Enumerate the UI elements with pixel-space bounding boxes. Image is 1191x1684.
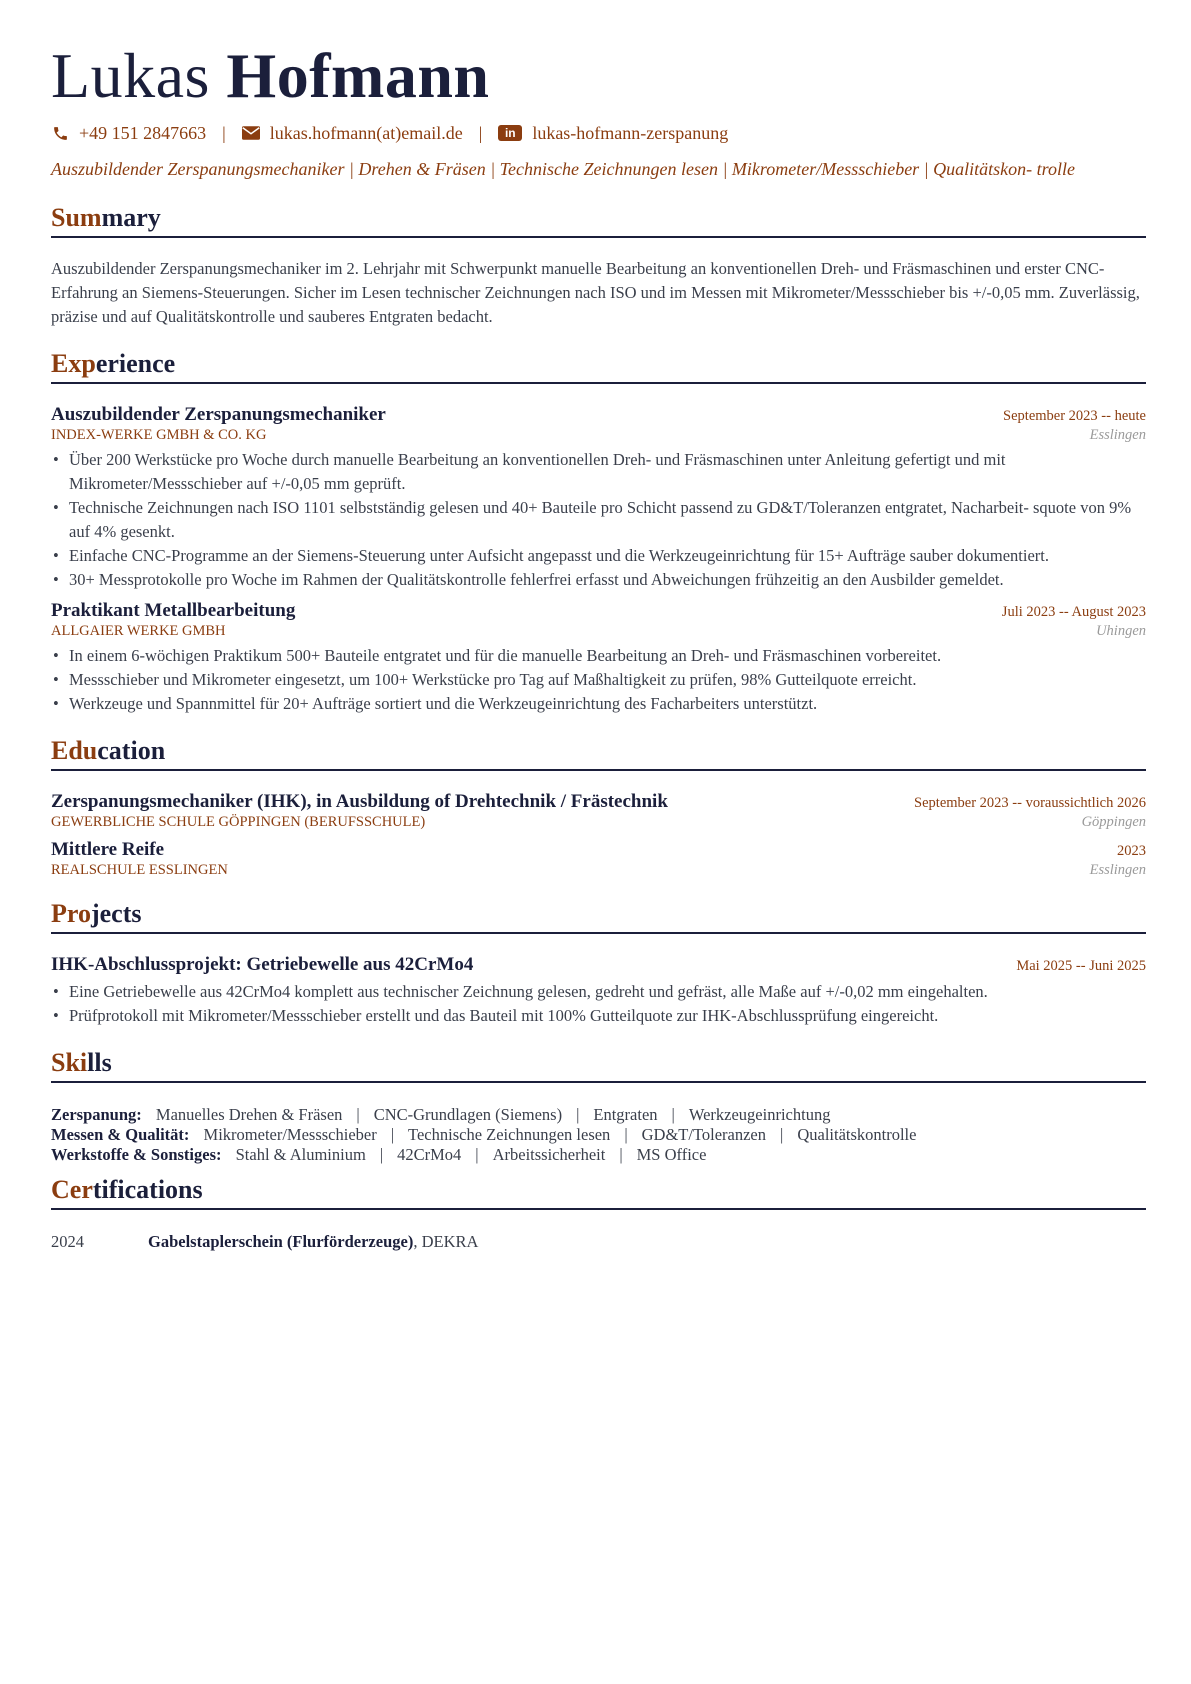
skill-separator: | [356,1105,360,1124]
skill-separator: | [390,1125,395,1144]
skill-item: 42CrMo4 [397,1145,462,1164]
job-date: September 2023 -- heute [1003,408,1146,424]
section-title-summary [51,203,1146,238]
experience-entry [51,600,1146,716]
candidate-name [51,38,1146,114]
skill-category: Messen & Qualität: [51,1125,190,1144]
job-bullets [51,644,1146,716]
skill-category: Zerspanung: [51,1105,142,1124]
skills-section [51,1048,1146,1165]
title-accent: Exp [51,349,96,378]
bullet-item: • Über 200 Werkstücke pro Woche durch manuelle Bearbeitung an konventionellen Dreh- und Fräsmaschinen unter Anleitung gefertigt und mit Mikrometer/Messschieber auf +/-0,05 mm geprüft. [51,448,1146,496]
phone-number: +49 151 2847663 [79,122,207,143]
summary-section [51,203,1146,329]
bullet-item: • 30+ Messprotokolle pro Woche im Rahmen der Qualitätskontrolle fehlerfrei erfasst und Abweichungen frühzeitig an den Ausbilder gemeldet. [51,568,1146,592]
skills-row [51,1105,1146,1125]
job-title: Praktikant Metallbearbeitung [51,600,296,621]
phone-icon [51,124,69,142]
skill-separator: | [780,1125,784,1144]
job-title: Auszubildender Zerspanungsmechaniker [51,404,386,425]
headline: Auszubildender Zerspanungsmechaniker | Drehen & Fräsen | Technische Zeichnungen lesen | Mikrometer/Messschieber | Qualitätskon- trolle [51,159,1075,179]
linkedin-contact[interactable] [498,123,728,144]
skill-item: Werkzeugeinrichtung [688,1105,831,1124]
section-title-projects [51,899,1146,934]
bullet-item: • Prüfprotokoll mit Mikrometer/Messschieber erstellt und das Bauteil mit 100% Gutteilquote zur IHK-Abschlussprüfung eingereicht. [51,1004,1146,1028]
certifications-section [51,1175,1146,1252]
title-rest: jects [90,899,142,928]
skill-item: Mikrometer/Messschieber [203,1125,377,1144]
job-location: Uhingen [1096,623,1146,639]
section-title-experience [51,349,1146,384]
bullet-item: • Messschieber und Mikrometer eingesetzt, um 100+ Werkstücke pro Tag auf Maßhaltigkeit zu prüfen, 98% Gutteilquote erreicht. [51,668,1146,692]
email-contact[interactable] [242,123,463,144]
experience-entry [51,404,1146,592]
skills-row [51,1145,1146,1165]
bullet-item: • Werkzeuge und Spannmittel für 20+ Aufträge sortiert und die Werkzeugeinrichtung des Facharbeiters unterstützt. [51,692,1146,716]
linkedin-icon: in [498,125,522,141]
projects-section [51,899,1146,1028]
project-entry [51,954,1146,1028]
skill-item: GD&T/Toleranzen [641,1125,767,1144]
skill-separator: | [624,1125,628,1144]
title-accent: Cer [51,1175,93,1204]
skill-separator: | [671,1105,675,1124]
section-title-skills [51,1048,1146,1083]
certification-name: Gabelstaplerschein (Flurförderzeuge) [148,1232,414,1251]
job-date: Juli 2023 -- August 2023 [1001,604,1146,620]
education-date: 2023 [1117,843,1146,859]
school-location: Göppingen [1081,814,1146,830]
school-name: GEWERBLICHE SCHULE GÖPPINGEN (BERUFSSCHULE) [51,814,426,830]
phone-contact[interactable] [51,123,206,144]
skill-item: Manuelles Drehen & Fräsen [155,1105,343,1124]
school-name: REALSCHULE ESSLINGEN [51,862,228,878]
education-date: September 2023 -- voraussichtlich 2026 [914,795,1146,811]
contact-separator: | [478,122,483,143]
skill-item: Entgraten [593,1105,658,1124]
degree-title: Zerspanungsmechaniker (IHK), in Ausbildung of Drehtechnik / Frästechnik [51,791,668,812]
linkedin-handle: lukas-hofmann-zerspanung [532,122,729,143]
title-rest: cation [97,736,166,765]
section-title-education [51,736,1146,771]
skill-separator: | [576,1105,580,1124]
bullet-item: • Einfache CNC-Programme an der Siemens-Steuerung unter Aufsicht angepasst und die Werkzeugeinrichtung für 15+ Aufträge sauber dokumentiert. [51,544,1146,568]
bullet-item: • In einem 6-wöchigen Praktikum 500+ Bauteile entgratet und für die manuelle Bearbeitung an Dreh- und Fräsmaschinen vorbereitet. [51,644,1146,668]
first-name: Lukas [51,40,210,111]
contact-separator: | [222,122,226,143]
project-title: IHK-Abschlussprojekt: Getriebewelle aus 42CrMo4 [51,954,474,975]
job-bullets [51,448,1146,592]
section-title-certifications [51,1175,1146,1210]
company-name: INDEX-WERKE GMBH & CO. KG [51,427,267,443]
skills-row [51,1125,1146,1145]
resume-page [51,0,1146,1252]
bullet-item: • Eine Getriebewelle aus 42CrMo4 komplett aus technischer Zeichnung gelesen, gedreht und gefräst, alle Maße auf +/-0,02 mm eingehalten. [51,980,1146,1004]
education-section [51,736,1146,879]
project-date: Mai 2025 -- Juni 2025 [1016,958,1146,974]
skill-item: Arbeitssicherheit [492,1145,606,1164]
skills-list [51,1105,1146,1165]
title-accent: Pro [51,899,91,928]
title-rest: lls [87,1048,112,1077]
title-rest: mary [101,203,161,232]
title-accent: Edu [51,736,98,765]
title-accent: Ski [51,1048,88,1077]
degree-title: Mittlere Reife [51,839,165,860]
envelope-icon [242,124,260,142]
title-rest: erience [95,349,176,378]
certification-entry [51,1232,1146,1252]
skill-item: CNC-Grundlagen (Siemens) [373,1105,563,1124]
skill-item: Stahl & Aluminium [235,1145,366,1164]
experience-section [51,349,1146,716]
skill-separator: | [619,1145,623,1164]
education-entry [51,839,1146,879]
skill-item: MS Office [636,1145,707,1164]
project-bullets [51,980,1146,1028]
last-name: Hofmann [226,40,490,111]
certification-year: 2024 [51,1232,84,1251]
bullet-item: • Technische Zeichnungen nach ISO 1101 selbstständig gelesen und 40+ Bauteile pro Schicht passend zu GD&T/Toleranzen entgratet, Nacharbeit- squote von 9% auf 4% gesenkt. [51,496,1146,544]
company-name: ALLGAIER WERKE GMBH [51,623,226,639]
skill-separator: | [379,1145,384,1164]
skill-item: Technische Zeichnungen lesen [408,1125,611,1144]
title-rest: tifications [92,1175,203,1204]
email-address: lukas.hofmann(at)email.de [269,122,463,143]
skill-category: Werkstoffe & Sonstiges: [51,1145,222,1164]
school-location: Esslingen [1089,862,1146,878]
skill-item: Qualitätskontrolle [797,1125,917,1144]
skill-separator: | [475,1145,479,1164]
contact-bar [51,120,1146,146]
certification-issuer: , DEKRA [413,1232,479,1251]
education-entry [51,791,1146,831]
title-accent: Sum [51,203,102,232]
summary-text: Auszubildender Zerspanungsmechaniker im 2. Lehrjahr mit Schwerpunkt manuelle Bearbeitung an konventionellen Dreh- und Fräsmaschinen und erster CNC-Erfahrung an Siemens-Steuerungen. Sicher im Lesen technischer Zeichnungen nach ISO und im Messen mit Mikrometer/Messschieber bis +/-0,05 mm. Zuverlässig, präzise und auf Qualitätskontrolle und sauberes Entgraten bedacht. [51,259,1140,326]
job-location: Esslingen [1089,427,1146,443]
